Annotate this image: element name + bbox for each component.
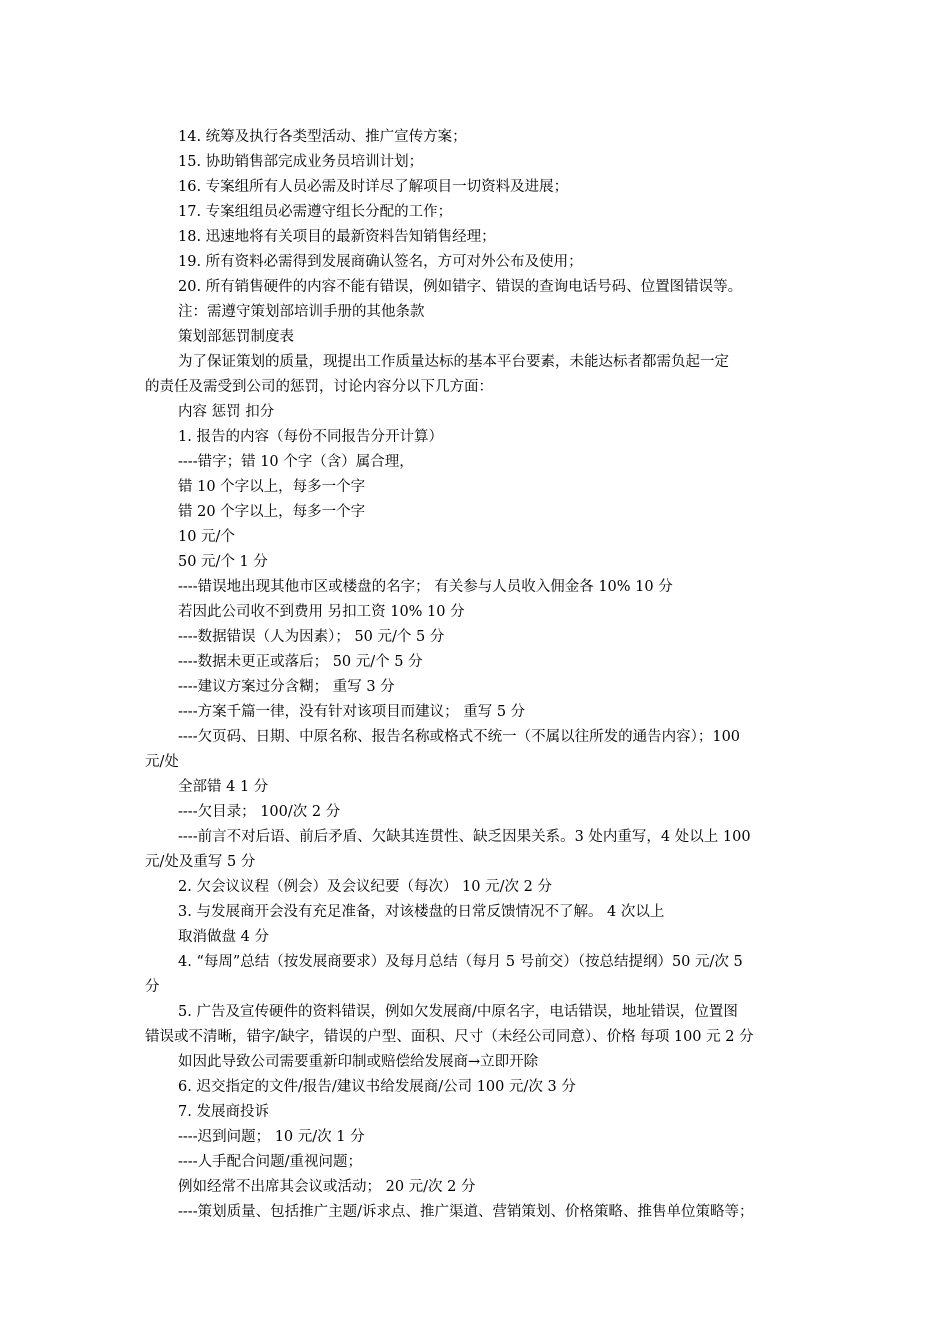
- text-line: 若因此公司收不到费用 另扣工资 10% 10 分: [178, 604, 465, 620]
- text-line: 16. 专案组所有人员必需及时详尽了解项目一切资料及进展；: [178, 179, 569, 195]
- text-line: 元/处: [145, 754, 179, 770]
- text-line: 14. 统筹及执行各类型活动、推广宣传方案；: [178, 129, 467, 145]
- text-line: 的责任及需受到公司的惩罚，讨论内容分以下几方面：: [145, 379, 493, 395]
- text-line: 10 元/个: [178, 529, 235, 545]
- text-line: 全部错 4 1 分: [178, 779, 269, 795]
- text-line: 15. 协助销售部完成业务员培训计划；: [178, 154, 424, 170]
- text-line: 错 20 个字以上，每多一个字: [178, 504, 366, 520]
- text-line: ----错字；错 10 个字（含）属合理，: [178, 454, 414, 470]
- text-line: ----人手配合问题/重视问题；: [178, 1154, 362, 1170]
- text-line: 分: [145, 979, 160, 995]
- text-line: 7. 发展商投诉: [178, 1104, 269, 1120]
- text-line: 5. 广告及宣传硬件的资料错误，例如欠发展商/中原名字，电话错误，地址错误，位置图: [178, 1004, 738, 1020]
- text-line: ----欠页码、日期、中原名称、报告名称或格式不统一（不属以往所发的通告内容）；100: [178, 729, 741, 745]
- text-line: ----欠目录； 100/次 2 分: [178, 804, 341, 820]
- text-line: ----建议方案过分含糊； 重写 3 分: [178, 679, 395, 695]
- text-line: 错 10 个字以上，每多一个字: [178, 479, 366, 495]
- text-line: ----数据错误（人为因素）； 50 元/个 5 分: [178, 629, 445, 645]
- text-line: 20. 所有销售硬件的内容不能有错误，例如错字、错误的查询电话号码、位置图错误等。: [178, 279, 743, 295]
- text-line: 2. 欠会议议程（例会）及会议纪要（每次） 10 元/次 2 分: [178, 879, 552, 895]
- text-line: ----迟到问题； 10 元/次 1 分: [178, 1129, 365, 1145]
- text-line: 如因此导致公司需要重新印制或赔偿给发展商→立即开除: [178, 1054, 539, 1070]
- document-body: [145, 125, 810, 1225]
- text-line: ----前言不对后语、前后矛盾、欠缺其连贯性、缺乏因果关系。3 处内重写，4 处以上 100: [178, 829, 751, 845]
- text-line: 6. 迟交指定的文件/报告/建议书给发展商/公司 100 元/次 3 分: [178, 1079, 576, 1095]
- text-line: 4. “每周”总结（按发展商要求）及每月总结（每月 5 号前交）（按总结提纲）50 元/次 5: [178, 954, 743, 970]
- text-line: 为了保证策划的质量，现提出工作质量达标的基本平台要素，未能达标者都需负起一定: [178, 354, 729, 370]
- text-line: ----数据未更正或落后； 50 元/个 5 分: [178, 654, 423, 670]
- text-line: 1. 报告的内容（每份不同报告分开计算）: [178, 429, 443, 445]
- section-title: 策划部惩罚制度表: [178, 329, 294, 345]
- text-line: 元/处及重写 5 分: [145, 854, 256, 870]
- text-line: 3. 与发展商开会没有充足准备，对该楼盘的日常反馈情况不了解。 4 次以上: [178, 904, 665, 920]
- text-line: 19. 所有资料必需得到发展商确认签名，方可对外公布及使用；: [178, 254, 583, 270]
- note-line: 注：需遵守策划部培训手册的其他条款: [178, 304, 425, 320]
- text-line: ----方案千篇一律，没有针对该项目而建议； 重写 5 分: [178, 704, 526, 720]
- text-line: 17. 专案组组员必需遵守组长分配的工作；: [178, 204, 453, 220]
- text-line: 错误或不清晰，错字/缺字，错误的户型、面积、尺寸（未经公司同意）、价格 每项 100 元 2 分: [145, 1029, 754, 1045]
- text-line: 50 元/个 1 分: [178, 554, 268, 570]
- table-header-line: 内容 惩罚 扣分: [178, 404, 275, 420]
- text-line: ----策划质量、包括推广主题/诉求点、推广渠道、营销策划、价格策略、推售单位策略等；: [178, 1204, 754, 1220]
- text-line: 18. 迅速地将有关项目的最新资料告知销售经理；: [178, 229, 496, 245]
- text-line: ----错误地出现其他市区或楼盘的名字； 有关参与人员收入佣金各 10% 10 分: [178, 579, 673, 595]
- text-line: 取消做盘 4 分: [178, 929, 269, 945]
- text-line: 例如经常不出席其会议或活动； 20 元/次 2 分: [178, 1179, 476, 1195]
